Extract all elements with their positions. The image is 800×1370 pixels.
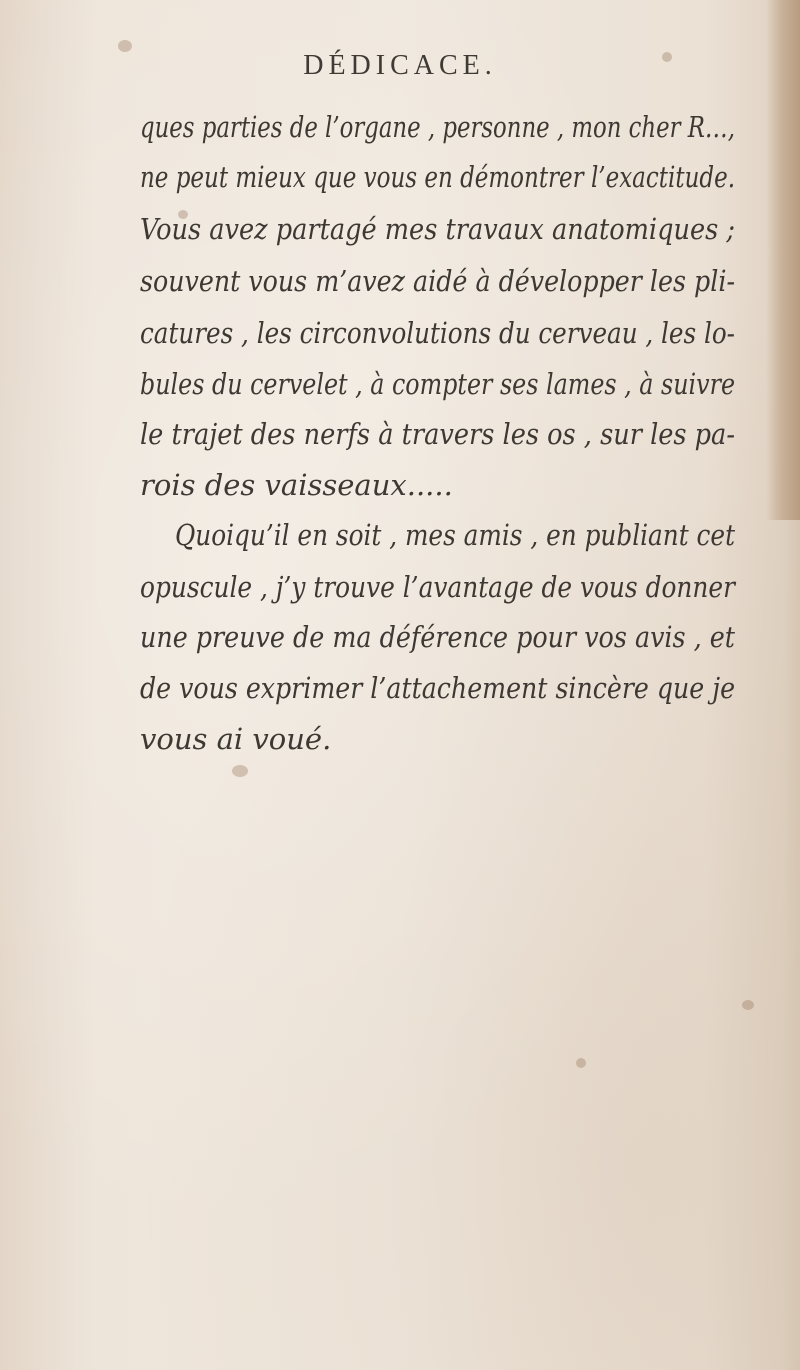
text-line: souvent vous m’avez aidé à développer les pli- bbox=[140, 264, 736, 298]
foxing-spot bbox=[742, 1000, 754, 1010]
text-line: Vous avez partagé mes travaux anatomiques ; bbox=[140, 212, 736, 246]
text-line: bules du cervelet , à compter ses lames , à suivre bbox=[140, 367, 736, 401]
foxing-spot bbox=[232, 765, 248, 777]
text-line: Quoiqu’il en soit , mes amis , en publiant cet bbox=[175, 518, 736, 552]
foxing-spot bbox=[576, 1058, 586, 1068]
text-line: une preuve de ma déférence pour vos avis , et bbox=[140, 620, 735, 654]
text-line: de vous exprimer l’attachement sincère que je bbox=[140, 671, 736, 705]
text-line: ne peut mieux que vous en démontrer l’exactitude. bbox=[140, 160, 735, 194]
page-edge-lower bbox=[784, 520, 800, 1370]
text-line: opuscule , j’y trouve l’avantage de vous donner bbox=[140, 570, 735, 604]
text-line: vous ai voué. bbox=[140, 722, 332, 756]
running-head: DÉDICACE. bbox=[303, 50, 497, 81]
text-line: rois des vaisseaux..... bbox=[140, 468, 453, 502]
text-line: ques parties de l’organe , personne , mon cher R…, bbox=[140, 110, 735, 144]
text-line: le trajet des nerfs à travers les os , sur les pa- bbox=[140, 417, 735, 451]
text-line: catures , les circonvolutions du cerveau , les lo- bbox=[140, 316, 735, 350]
